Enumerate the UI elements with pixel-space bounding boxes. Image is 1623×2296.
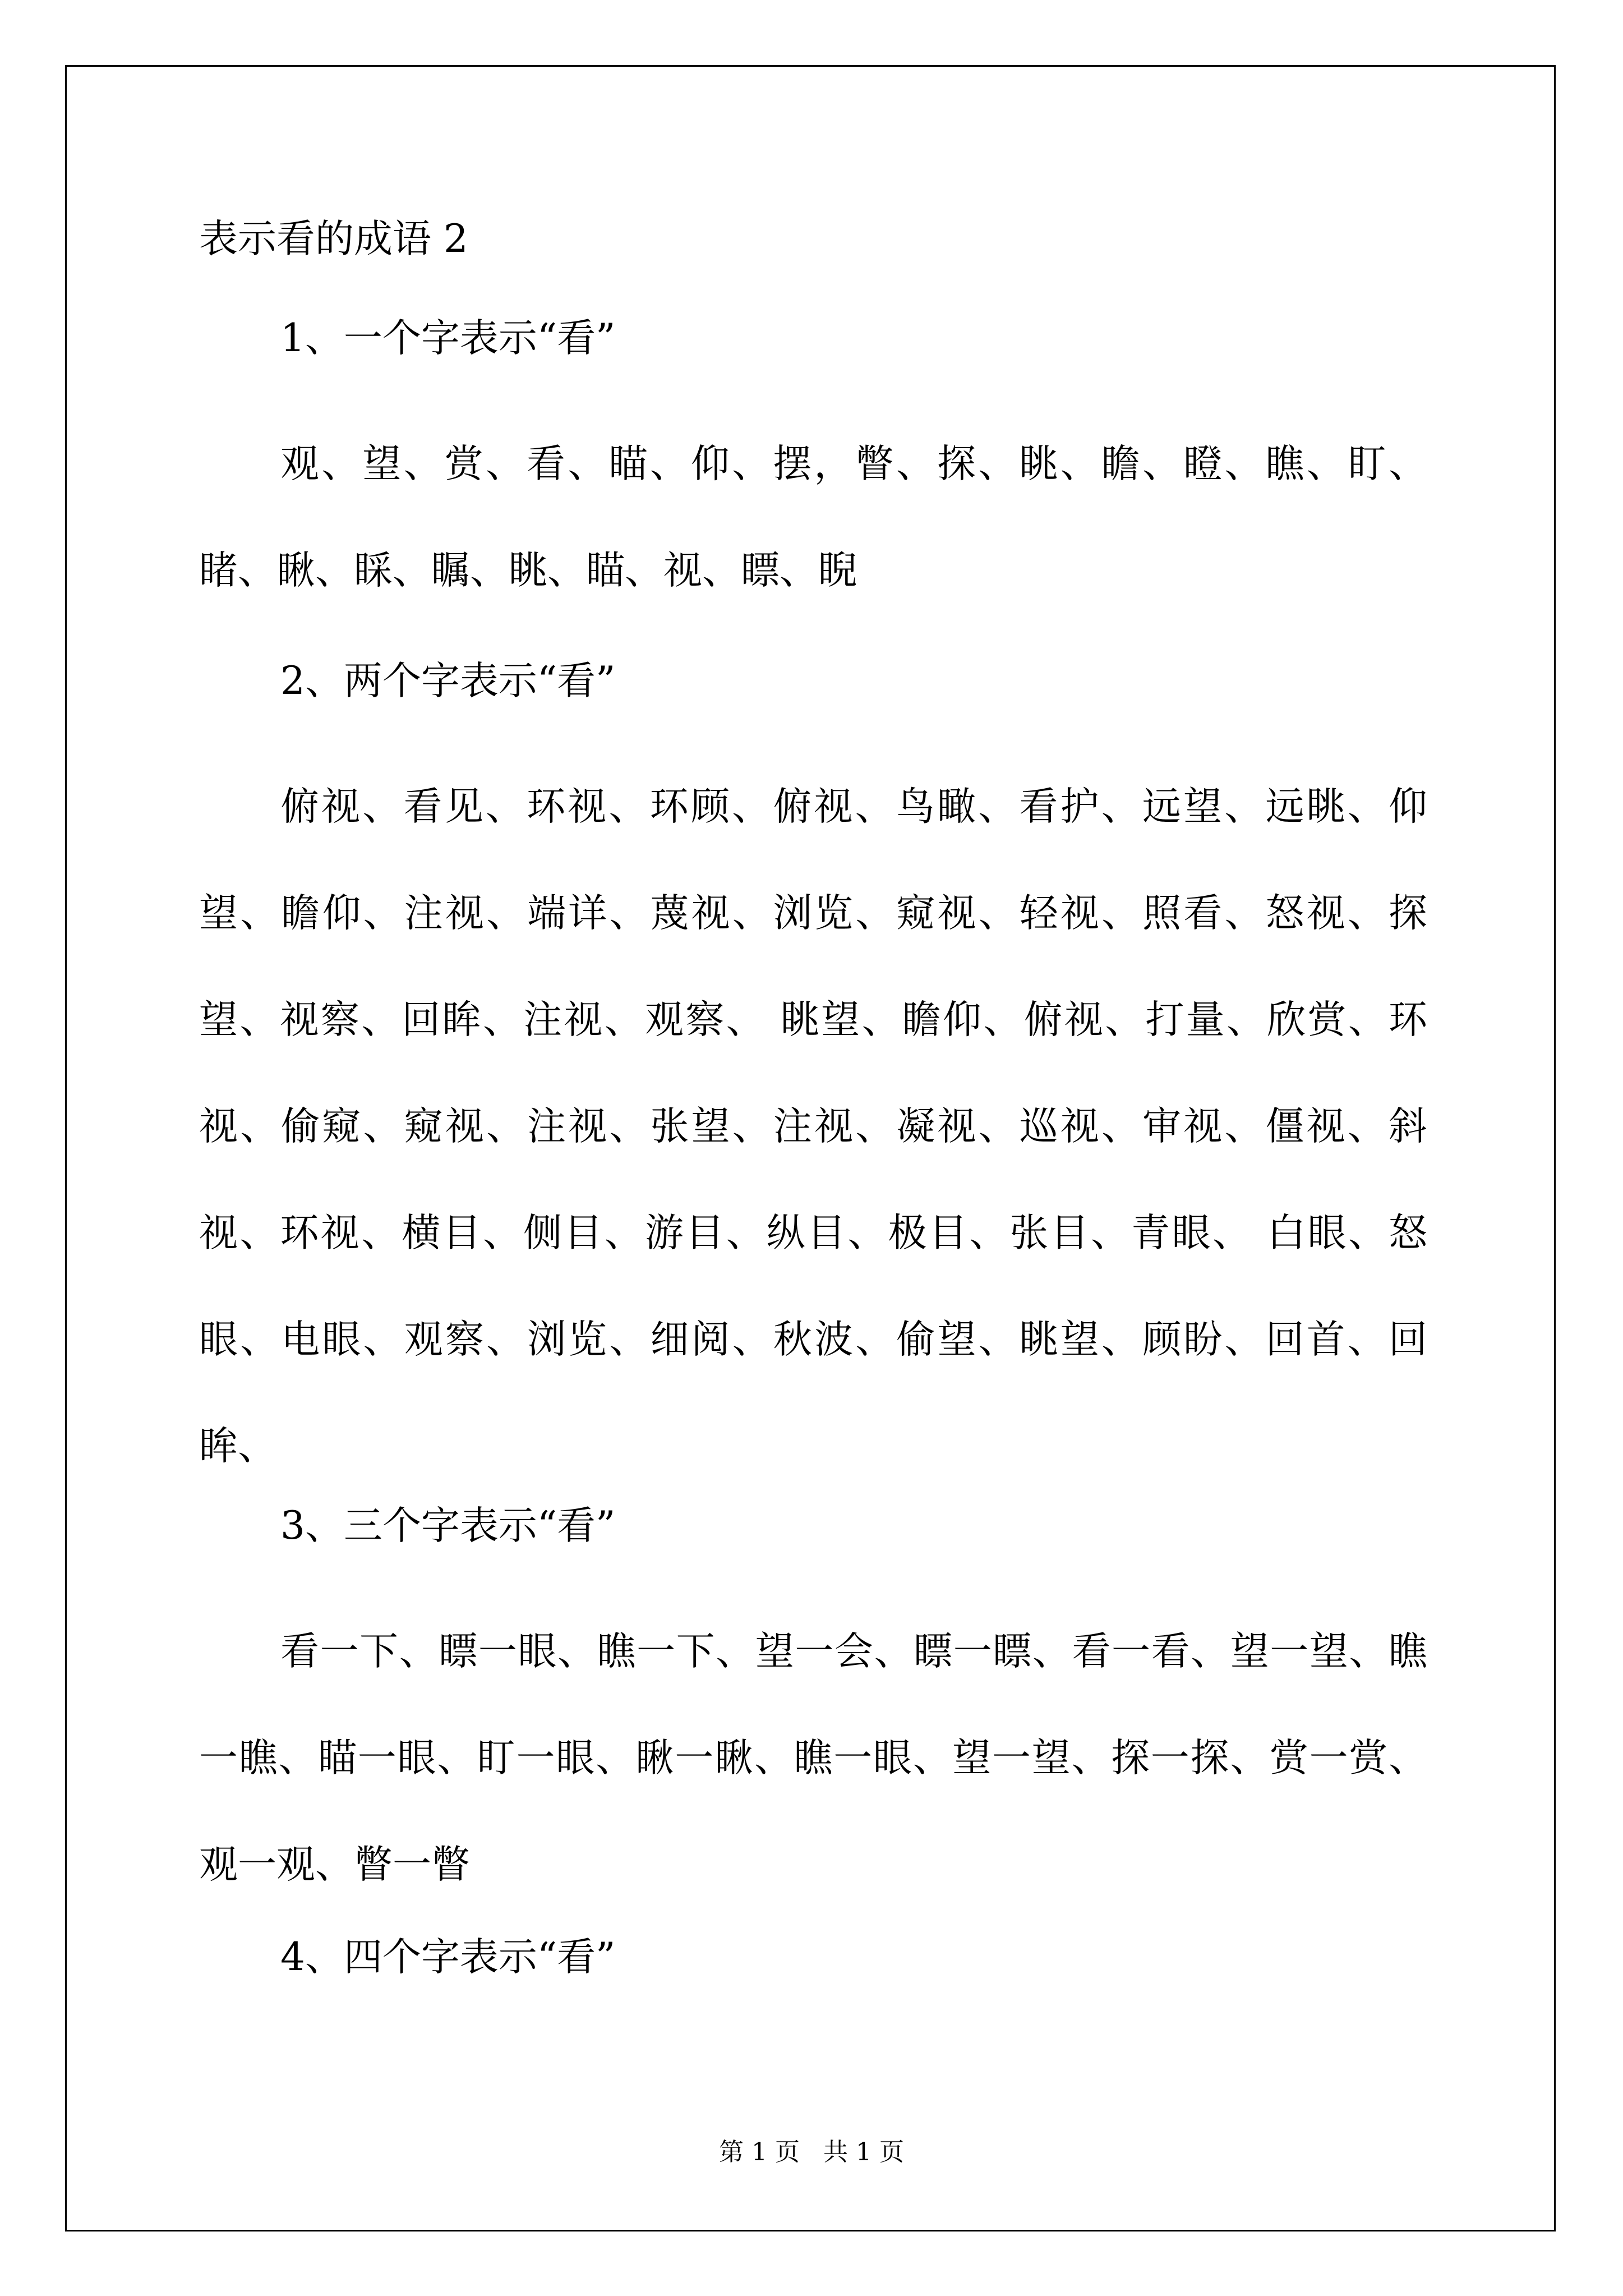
document-title: 表示看的成语 2 [199,217,468,261]
section-heading-two-char: 2、两个字表示“看” [280,659,616,703]
section-body-two-char: 俯视、看见、环视、环顾、俯视、鸟瞰、看护、远望、远眺、仰望、瞻仰、注视、端详、蔑视、浏览、窥视、轻视、照看、怒视、探望、视察、回眸、注视、观察、 眺望、瞻仰、俯视、打量、欣赏、环视、偷窥、窥视、注视、张望、注视、凝视、巡视、审视、僵视、斜视、环视、横目、侧目、游目、纵目、极目、张目、青眼、 白眼、怒眼、电眼、观察、浏览、细阅、秋波、偷望、眺望、顾盼、回首、回眸、 [199,784,1427,1469]
page-number-footer: 第 1 页 共 1 页 [719,2138,904,2166]
section-heading-four-char: 4、四个字表示“看” [280,1935,616,1980]
section-body-one-char: 观、望、赏、看、瞄、仰、摆，瞥、探、眺、瞻、瞪、瞧、盯、睹、瞅、睬、瞩、眺、瞄、视、瞟、睨 [199,441,1427,593]
section-heading-three-char: 3、三个字表示“看” [280,1503,616,1548]
section-heading-one-char: 1、一个字表示“看” [280,316,616,361]
section-body-three-char: 看一下、瞟一眼、瞧一下、望一会、瞟一瞟、看一看、望一望、瞧一瞧、瞄一眼、盯一眼、瞅一瞅、瞧一眼、望一望、探一探、赏一赏、观一观、瞥一瞥 [199,1629,1427,1887]
